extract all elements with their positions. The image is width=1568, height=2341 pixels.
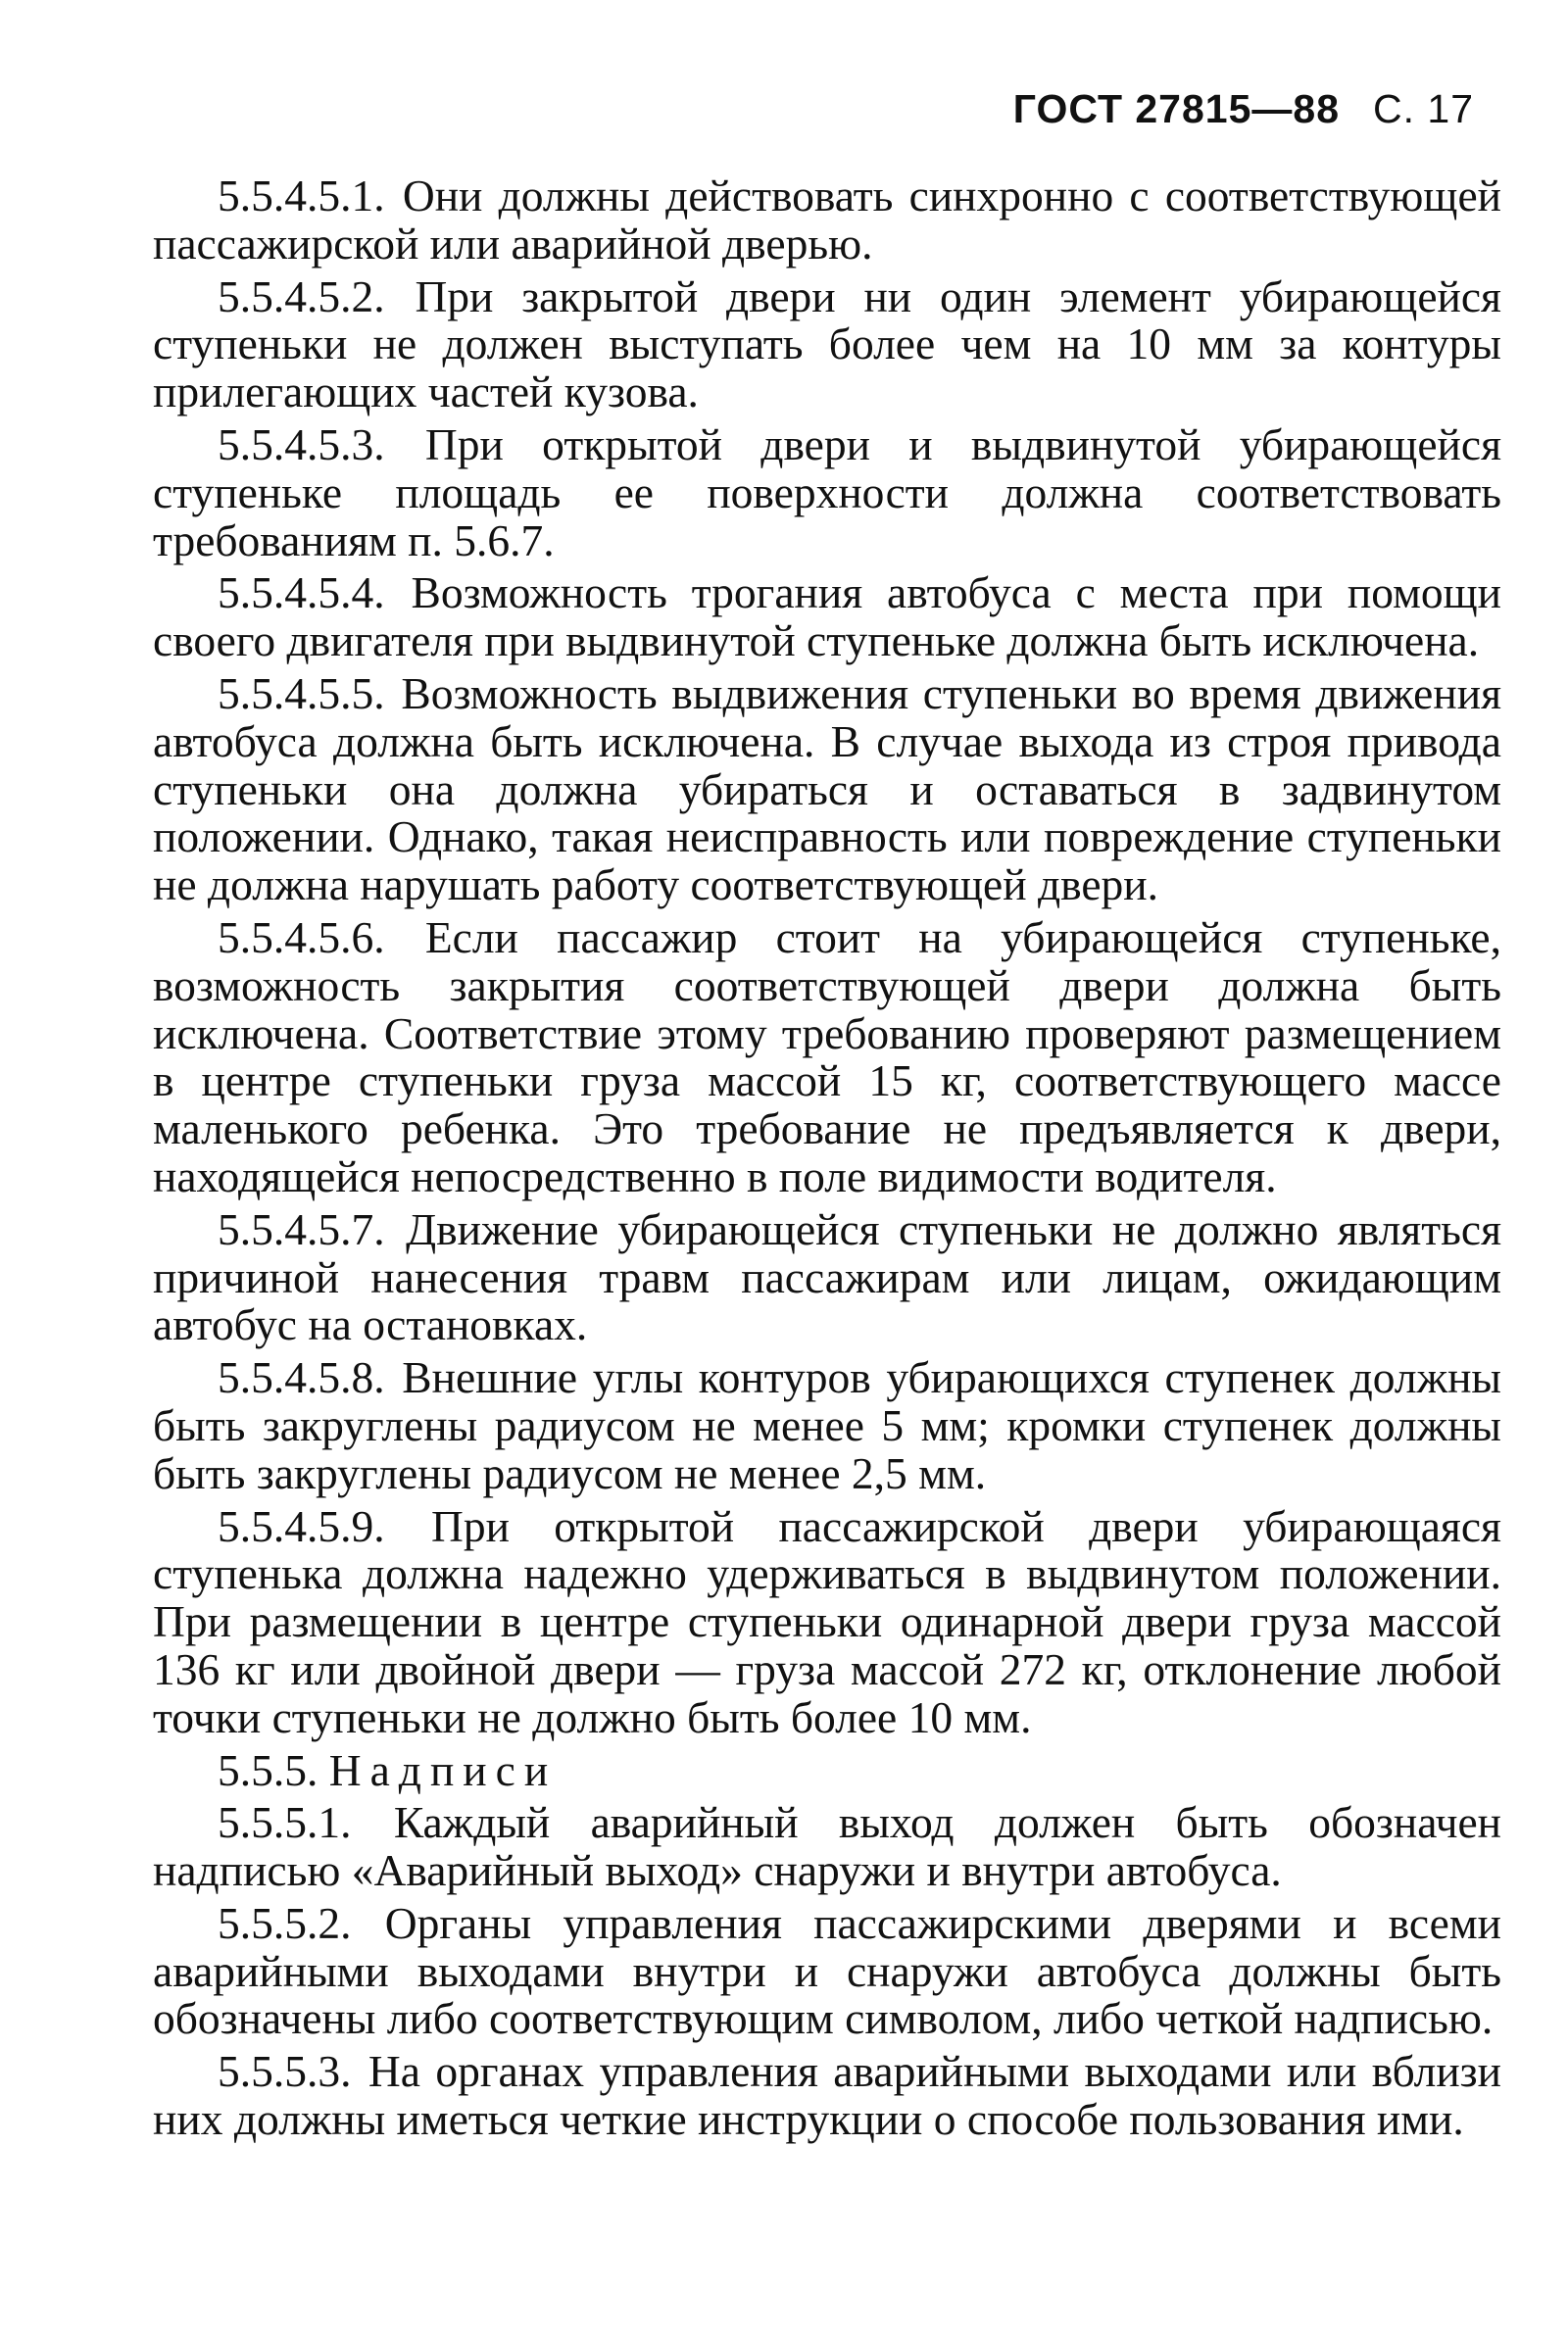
paragraph-text: Они должны действовать синхронно с соответствующей пассажирской или аварийной дверью. <box>153 171 1501 268</box>
paragraph-text: При закрытой двери ни один элемент убирающейся ступеньки не должен выступать более чем на 10 мм за контуры прилегающих частей кузова. <box>153 270 1501 417</box>
paragraph <box>153 1203 1501 1350</box>
paragraph-number: 5.5.5.1. <box>218 1797 352 1848</box>
paragraph <box>153 667 1502 910</box>
paragraph-text: Каждый аварийный выход должен быть обозначен надписью «Аварийный выход» снаружи и внутри автобуса. <box>153 1797 1501 1896</box>
paragraph-number: 5.5.5.3. <box>218 2046 352 2097</box>
paragraph <box>153 911 1501 1201</box>
running-header <box>1013 86 1474 132</box>
paragraph-text: При открытой пассажирской двери убирающаяся ступенька должна надежно удерживаться в выдвинутом положении. При размещении в центре ступеньки одинарной двери груза массой 136 кг или двойной двери — груза массой 272 кг, отклонение любой точки ступеньки не должно быть более 10 мм. <box>153 1500 1501 1742</box>
paragraph-number: 5.5.5.2. <box>218 1897 352 1948</box>
paragraph <box>153 1897 1501 2044</box>
paragraph <box>153 1354 1501 1497</box>
page-number: С. 17 <box>1373 86 1474 131</box>
paragraph-number: 5.5.4.5.8. <box>218 1352 385 1403</box>
section-number: 5.5.5. <box>218 1744 318 1795</box>
paragraph-text: Возможность трогания автобуса с места при помощи своего двигателя при выдвинутой ступеньке должна быть исключена. <box>153 567 1502 666</box>
paragraph <box>153 270 1501 417</box>
paragraph-number: 5.5.4.5.1. <box>218 171 385 220</box>
standard-number: ГОСТ 27815—88 <box>1012 86 1340 131</box>
paragraph-number: 5.5.4.5.7. <box>218 1203 385 1254</box>
section-heading <box>153 1744 1501 1795</box>
paragraph-text: Движение убирающейся ступеньки не должно являться причиной нанесения травм пассажирам или лицам, ожидающим автобус на остановках. <box>153 1203 1501 1350</box>
section-title: Надписи <box>328 1744 558 1795</box>
paragraph-text: Внешние углы контуров убирающихся ступенек должны быть закруглены радиусом не менее 5 мм; кромки ступенек должны быть закруглены радиусом не менее 2,5 мм. <box>153 1352 1501 1498</box>
paragraph-text: Возможность выдвижения ступеньки во время движения автобуса должна быть исключена. В случае выхода из строя привода ступеньки она должна убираться и оставаться в задвинутом положении. Однако, такая неисправность или повреждение ступеньки не должна нарушать работу соответствующей двери. <box>153 667 1502 910</box>
paragraph <box>153 569 1501 665</box>
paragraph-number: 5.5.4.5.2. <box>218 270 385 321</box>
paragraph <box>153 2048 1501 2144</box>
paragraph-text: Если пассажир стоит на убирающейся ступеньке, возможность закрытия соответствующей двери должна быть исключена. Соответствие этому требованию проверяют размещением в центре ступеньки груза массой 15 кг, соответствующего массе маленького ребенка. Это требование не предъявляется к двери, находящейся непосредственно в поле видимости водителя. <box>153 911 1501 1201</box>
paragraph-text: При открытой двери и выдвинутой убирающейся ступеньке площадь ее поверхности должна соответствовать требованиям п. 5.6.7. <box>153 418 1502 565</box>
paragraph-text: На органах управления аварийными выходами или вблизи них должны иметься четкие инструкции о способе пользования ими. <box>153 2046 1502 2145</box>
paragraph-text: Органы управления пассажирскими дверями и всеми аварийными выходами внутри и снаружи автобуса должны быть обозначены либо соответствующим символом, либо четкой надписью. <box>153 1897 1501 2044</box>
body-text <box>153 172 1501 2149</box>
paragraph-number: 5.5.4.5.6. <box>218 911 385 962</box>
paragraph-number: 5.5.4.5.9. <box>218 1500 385 1551</box>
paragraph <box>153 172 1501 268</box>
paragraph <box>153 418 1502 565</box>
paragraph <box>153 1799 1501 1895</box>
paragraph-number: 5.5.4.5.5. <box>218 667 385 718</box>
paragraph <box>153 1500 1501 1742</box>
paragraph-number: 5.5.4.5.4. <box>218 567 385 618</box>
paragraph-number: 5.5.4.5.3. <box>218 418 385 469</box>
